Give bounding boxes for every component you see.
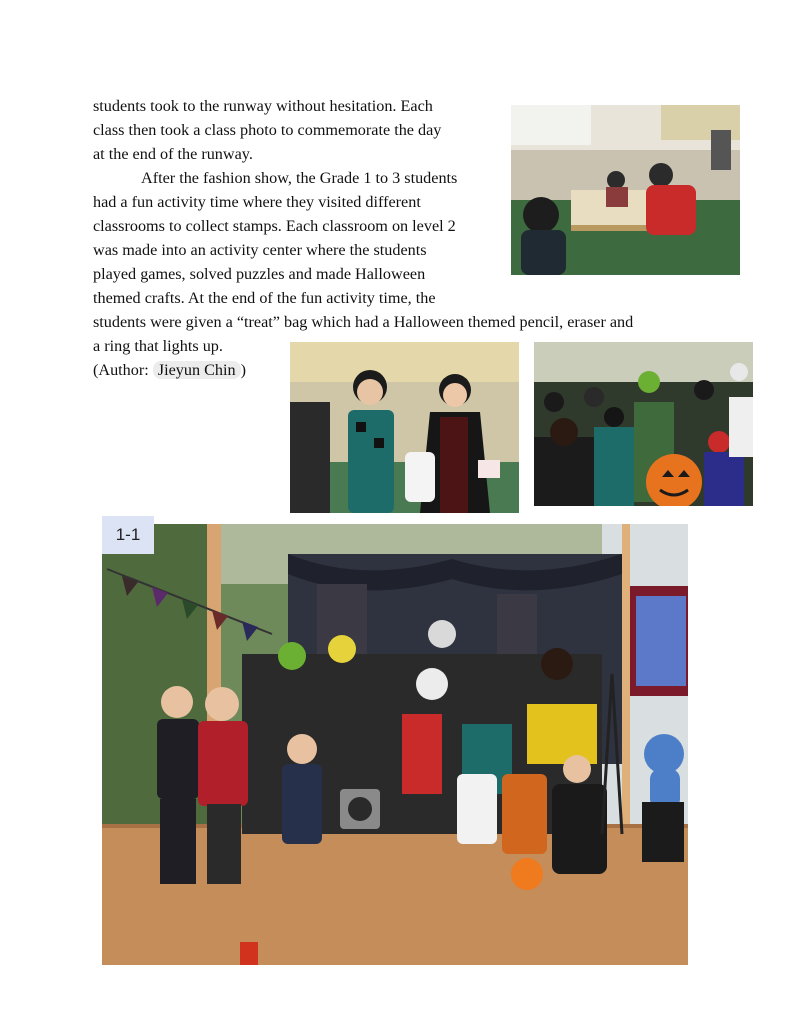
stamp-activity-photo <box>290 342 519 513</box>
article-line: students took to the runway without hesitation. Each <box>93 97 433 115</box>
author-prefix: (Author: <box>93 361 153 379</box>
article-line: students were given a “treat” bag which had a Halloween themed pencil, eraser and <box>93 313 634 331</box>
author-suffix: ) <box>240 361 246 379</box>
article-line: was made into an activity center where the students <box>93 241 427 259</box>
article-line: class then took a class photo to commemorate the day <box>93 121 442 139</box>
article-line: themed crafts. At the end of the fun activity time, the <box>93 289 436 307</box>
article-line: played games, solved puzzles and made Halloween <box>93 265 426 283</box>
article-line: at the end of the runway. <box>93 145 253 163</box>
costume-crowd-photo <box>534 342 753 506</box>
author-name: Jieyun Chin <box>153 361 241 379</box>
group-costume-photo <box>102 524 688 965</box>
article-line: had a fun activity time where they visited different <box>93 193 421 211</box>
author-credit <box>93 358 246 382</box>
photo-label: 1-1 <box>102 516 154 554</box>
article-line: a ring that lights up. <box>93 337 223 355</box>
article-line: classrooms to collect stamps. Each classroom on level 2 <box>93 217 456 235</box>
article-line: After the fashion show, the Grade 1 to 3 students <box>141 169 458 187</box>
classroom-crafts-photo <box>511 105 740 275</box>
